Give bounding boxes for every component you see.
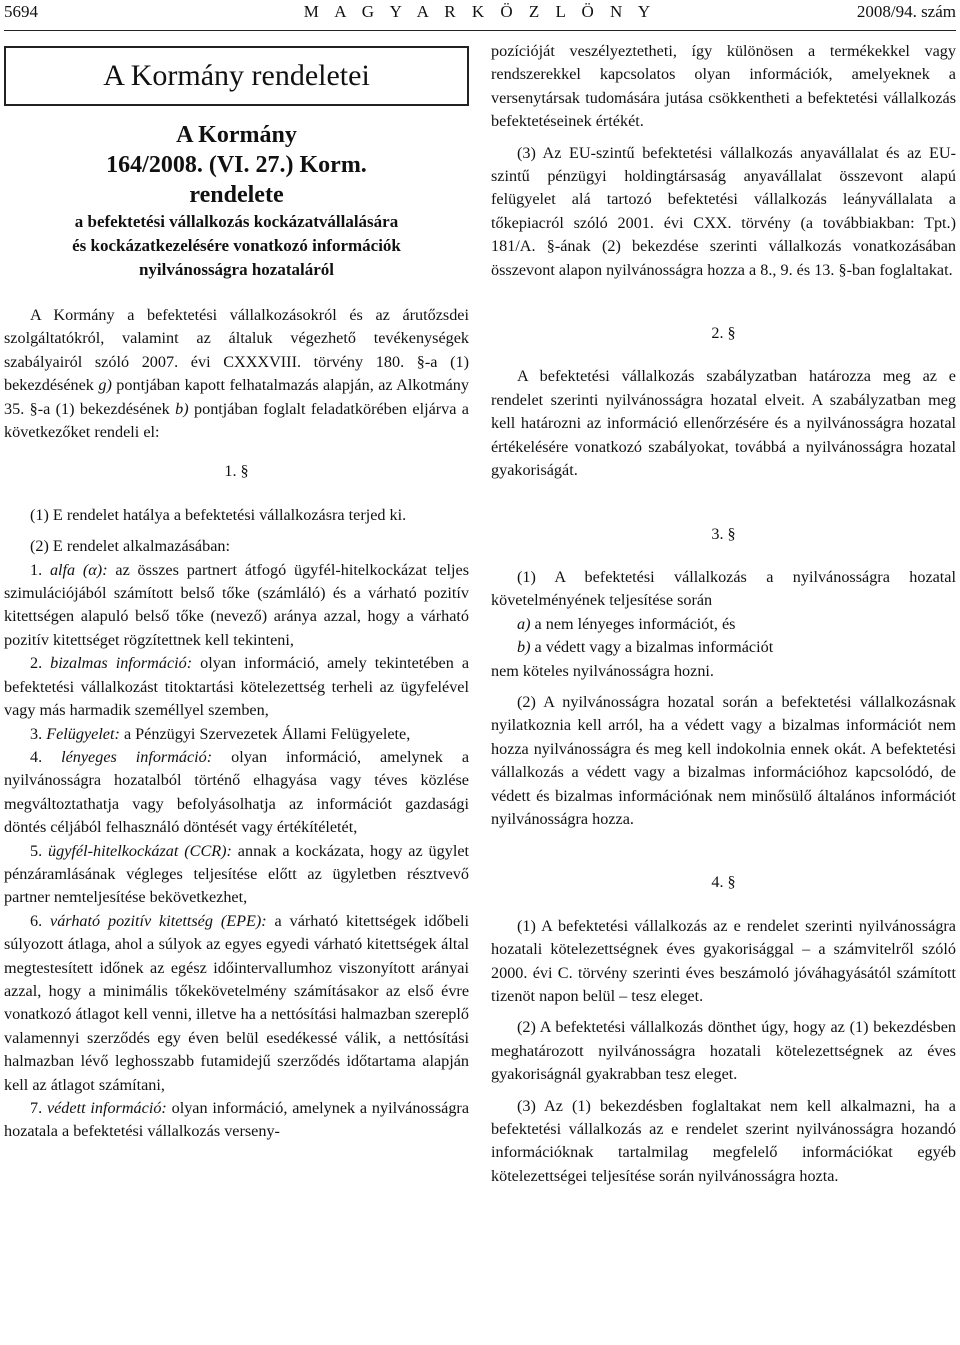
definition-item: 4. lényeges információ: olyan információ, amelynek a nyilvánosságra hozatalból történő elhagyása vagy téves közlése megváltoztathatja vagy befolyásolhatja az információt gazdasági döntés céljából felhasználó döntését vagy értékítéletét, — [4, 747, 470, 837]
paragraph: (1) E rendelet hatálya a befektetési vállalkozásra terjed ki. — [30, 505, 407, 524]
paragraph: nem köteles nyilvánosságra hozni. — [491, 661, 714, 680]
decree-kind: rendelete — [189, 182, 284, 208]
paragraph: (2) E rendelet alkalmazásában: — [30, 537, 230, 556]
definition-item: 7. védett információ: olyan információ, amelynek a nyilvánosságra hozatala a befektetési vállalkozás verseny- — [4, 1099, 470, 1141]
paragraph-continuation: pozícióját veszélyeztetheti, így különösen a termékekkel vagy rendszerekkel kapcsolatos olyan információk, amelyeknek a versenytársak tudomására jutása csökkentheti a befektetési vállalkozás befektetéseinek értékét. — [491, 42, 956, 131]
decree-issuer: A Kormány — [176, 122, 297, 148]
publication-title: M A G Y A R K Ö Z L Ö N Y — [303, 2, 657, 21]
definition-item: 6. várható pozitív kitettség (EPE): a várható kitettségek időbeli súlyozott átlaga, ahol a súlyok az egyes egyedi várható kitettségek által megtestesített időnek az egész időintervallumhoz viszonyított arányai azzal, hogy a minimális tőkekövetelmény számításakor az első évre vonatkozó átlagot kell venni, illetve ha a nettósítási halmazban szereplő valamennyi szerződés egy éven belül esedékessé válik, a nettósítási halmazban lévő leghosszabb futamidejű szerződés időtartama alapján kell az átlagot számítani, — [4, 911, 469, 1094]
paragraph: (2) A befektetési vállalkozás dönthet úgy, hogy az (1) bekezdésben meghatározott nyilvánosságra hozatali kötelezettségnek az éves gyakoriságnál gyakrabban tesz eleget. — [491, 1018, 956, 1084]
definition-item: 1. alfa (α): az összes partnert átfogó ügyfél-hitelkockázat teljes szimulációjából számított belső tőke (számláló) és a várható pozitív kitettségen alapuló belső tőke (nevező) aránya azzal, hogy a várható pozitív kitettséget rögzítettnek kell tekinteni, — [4, 560, 469, 649]
paragraph: A befektetési vállalkozás szabályzatban határozza meg az e rendelet szerinti nyilvánosságra hozatal elveit. A szabályzatban meg kell határozni az információ ellenőrzésére és a nyilvánosságra hozatal értékelésére vonatkozó szabályokat, továbbá a nyilvánosságra hozatal gyakoriságát. — [491, 367, 956, 480]
list-item: b) a védett vagy a bizalmas információt — [517, 638, 774, 657]
section-banner: A Kormány rendeletei — [4, 46, 469, 106]
list — [517, 613, 956, 660]
section-heading: 3. § — [711, 524, 736, 543]
section-heading: 4. § — [711, 873, 736, 892]
decree-number: 164/2008. (VI. 27.) Korm. — [106, 152, 367, 178]
definition-item: 5. ügyfél-hitelkockázat (CCR): annak a kockázata, hogy az ügylet pénzáramlásának végleges teljesítése előtt az ügyletben résztvevő partner nemteljesítése bekövetkezhet, — [4, 841, 470, 907]
issue-number: 2008/94. szám — [856, 2, 956, 21]
right-column — [491, 40, 956, 1188]
paragraph: (3) Az (1) bekezdésben foglaltakat nem kell alkalmazni, ha a befektetési vállalkozás az e rendelet szerint nyilvánosságra hozandó információknak tartalmilag megfelelő információkat egyéb kötelezettségei teljesítése során nyilvánosságra hozta. — [491, 1096, 956, 1185]
page-number: 5694 — [4, 2, 38, 21]
decree-subject-line: nyilvánosságra hozataláról — [138, 260, 335, 279]
list-item: a) a nem lényeges információt, és — [517, 614, 736, 633]
section-heading: 1. § — [224, 462, 249, 481]
running-header — [4, 0, 956, 31]
paragraph: (1) A befektetési vállalkozás az e rendelet szerinti nyilvánosságra hozatali kötelezettségnek éves gyakorisággal – a számvitelről szóló 2000. évi C. törvény szerinti éves beszámoló jóváhagyásától számított tizenöt napon belül – tesz eleget. — [491, 916, 956, 1005]
decree-subject-line: és kockázatkezelésére vonatkozó információk — [72, 236, 401, 255]
definition-item: 2. bizalmas információ: olyan információ, amely tekintetében a befektetési vállalkozást titoktartási kötelezettség terheli az ügyfelével vagy más harmadik személlyel szemben, — [4, 654, 469, 720]
decree-subject-line: a befektetési vállalkozás kockázatvállalására — [74, 212, 399, 231]
paragraph: (2) A nyilvánosságra hozatal során a befektetési vállalkozásnak nyilatkoznia kell arról, ha a védett vagy a bizalmas információt nem hozza nyilvánosságra és meg kell indokolnia ennek okát. A befektetési vállalkozás a védett vagy a bizalmas információhoz kapcsolódó, de védett és bizalmas információnak nem minősülő általános információt nyilvánosságra hozza. — [491, 692, 956, 828]
preamble: A Kormány a befektetési vállalkozásokról és az árutőzsdei szolgáltatókról, valamint az általuk végezhető tevékenységek szabályairól szóló 2007. évi CXXXVIII. törvény 180. §-a (1) bekezdésének g) pontjában kapott felhatalmazás alapján, az Alkotmány 35. §-a (1) bekezdésének b) pontjában foglalt feladatkörében eljárva a következőket rendeli el: — [4, 306, 469, 442]
left-column — [4, 40, 469, 1144]
section-heading: 2. § — [711, 324, 736, 343]
paragraph: (3) Az EU-szintű befektetési vállalkozás anyavállalat és az EU-szintű pénzügyi holdingtársaság anyavállalat összevont alapú felügyelet alá tartozó befektetési vállalkozás leányvállalata a tőkepiacról szóló 2001. évi CXX. törvény (a továbbiakban: Tpt.) 181/A. §-ának (2) bekezdése szerinti vállalkozás vonatkozásában összevont alapon nyilvánosságra hozza a 8., 9. és 13. §-ban foglaltakat. — [491, 143, 956, 279]
definition-item: 3. Felügyelet: a Pénzügyi Szervezetek Állami Felügyelete, — [30, 724, 411, 743]
paragraph: (1) A befektetési vállalkozás a nyilvánosságra hozatal követelményének teljesítése során — [491, 567, 956, 610]
